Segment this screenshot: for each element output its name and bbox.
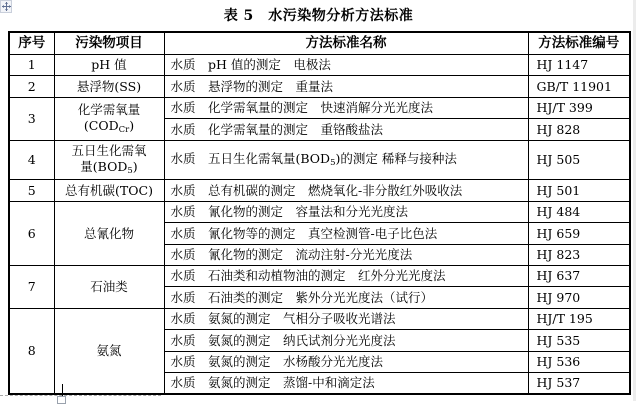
header-cell-method-code[interactable]	[528, 32, 630, 54]
text-cursor	[62, 384, 63, 396]
method-code: HJ 823	[536, 246, 581, 262]
table-row	[9, 76, 630, 97]
method-name: 水质 氨氮的测定 水杨酸分光光度法	[170, 353, 384, 369]
cell-no[interactable]	[9, 76, 54, 97]
method-code: HJ 537	[536, 375, 581, 391]
method-name: 水质 总有机碳的测定 燃烧氧化-非分散红外吸收法	[170, 182, 463, 198]
cell-method-name[interactable]	[164, 223, 528, 244]
cell-no[interactable]	[9, 140, 54, 180]
table-row	[9, 180, 630, 201]
method-name: 水质 氨氮的测定 纳氏试剂分光光度法	[170, 332, 396, 348]
cell-method-code[interactable]	[528, 265, 630, 286]
cell-method-code[interactable]	[528, 76, 630, 97]
table-row	[9, 265, 630, 286]
pollutant-name-part: (COD	[83, 117, 119, 133]
cell-method-name[interactable]	[164, 330, 528, 351]
cell-method-name[interactable]	[164, 201, 528, 222]
cell-pollutant[interactable]	[54, 265, 164, 308]
cell-method-code[interactable]	[528, 119, 630, 140]
cell-method-code[interactable]	[528, 201, 630, 222]
cell-method-code[interactable]	[528, 54, 630, 75]
method-code: HJ/T 399	[536, 100, 593, 116]
cell-no[interactable]	[9, 97, 54, 140]
method-code: HJ 501	[536, 182, 581, 198]
cell-pollutant[interactable]	[54, 180, 164, 201]
cell-method-name[interactable]	[164, 119, 528, 140]
row-number: 7	[27, 279, 36, 295]
table-row	[9, 201, 630, 222]
method-code: HJ 505	[536, 152, 581, 168]
pollutant-name-line2	[55, 159, 164, 177]
header-label: 序号	[18, 35, 46, 52]
row-number: 6	[27, 225, 36, 241]
method-name: 水质 石油类的测定 紫外分光光度法（试行）	[170, 289, 434, 305]
row-number: 1	[27, 57, 36, 73]
method-name: 水质 石油类和动植物油的测定 红外分光光度法	[170, 268, 446, 284]
method-name: 水质 氨氮的测定 气相分子吸收光谱法	[170, 311, 396, 327]
cell-pollutant[interactable]	[54, 76, 164, 97]
cell-method-name[interactable]	[164, 54, 528, 75]
cell-method-name[interactable]	[164, 140, 528, 180]
method-code: HJ 536	[536, 353, 581, 369]
method-name: 水质 氨氮的测定 蒸馏-中和滴定法	[170, 375, 375, 391]
method-name-part: )的测定 稀释与接种法	[335, 151, 457, 167]
method-name-part: 水质 五日生化需氧量(BOD	[170, 151, 331, 167]
cell-pollutant[interactable]	[54, 54, 164, 75]
cell-method-name[interactable]	[164, 372, 528, 394]
method-name-subscript: 5	[330, 158, 336, 169]
method-code: HJ 970	[536, 289, 581, 305]
pollutant-name-line1: 五日生化需氧	[71, 143, 147, 159]
pollutant-name-part: 量(BOD	[80, 158, 128, 174]
row-number: 4	[27, 152, 36, 168]
cell-method-name[interactable]	[164, 244, 528, 265]
cell-method-code[interactable]	[528, 244, 630, 265]
cell-no[interactable]	[9, 308, 54, 394]
method-name: 水质 氰化物的测定 流动注射-分光光度法	[170, 246, 413, 262]
method-code: HJ 1147	[536, 57, 589, 73]
method-name: 水质 化学需氧量的测定 重铬酸盐法	[170, 121, 384, 137]
header-cell-method-name[interactable]	[164, 32, 528, 54]
cell-method-code[interactable]	[528, 223, 630, 244]
pollutant-name-line1: 化学需氧量	[77, 102, 141, 118]
method-code: GB/T 11901	[536, 78, 612, 94]
pollutant-name-subscript: Cr	[118, 124, 130, 135]
cell-method-code[interactable]	[528, 140, 630, 180]
method-code: HJ 535	[536, 332, 581, 348]
cell-method-name[interactable]	[164, 265, 528, 286]
method-code: HJ 828	[536, 121, 581, 137]
cell-method-name[interactable]	[164, 287, 528, 308]
methods-table	[8, 31, 631, 395]
header-label: 污染物项目	[75, 35, 143, 52]
cell-pollutant[interactable]	[54, 201, 164, 265]
method-code: HJ 659	[536, 225, 581, 241]
row-number: 3	[27, 110, 36, 126]
cell-method-code[interactable]	[528, 372, 630, 394]
cell-method-name[interactable]	[164, 76, 528, 97]
row-number: 5	[27, 182, 36, 198]
cell-no[interactable]	[9, 180, 54, 201]
cell-pollutant[interactable]	[54, 140, 164, 180]
table-row	[9, 97, 630, 118]
method-name: 水质 氰化物的测定 容量法和分光光度法	[170, 204, 409, 220]
cell-pollutant[interactable]	[54, 97, 164, 140]
pollutant-name: 悬浮物(SS)	[76, 78, 142, 94]
pollutant-name-part: )	[129, 117, 135, 133]
header-cell-no[interactable]	[9, 32, 54, 54]
cell-no[interactable]	[9, 201, 54, 265]
pollutant-name-line2	[55, 118, 164, 136]
cell-method-name[interactable]	[164, 351, 528, 372]
cell-method-code[interactable]	[528, 180, 630, 201]
cell-no[interactable]	[9, 265, 54, 308]
method-code: HJ 484	[536, 204, 581, 220]
row-number: 2	[27, 78, 36, 94]
header-row	[9, 32, 630, 54]
pollutant-name: 石油类	[90, 279, 128, 295]
cell-method-code[interactable]	[528, 287, 630, 308]
method-code: HJ/T 195	[536, 311, 593, 327]
cell-method-name[interactable]	[164, 97, 528, 118]
table-row	[9, 308, 630, 329]
cell-no[interactable]	[9, 54, 54, 75]
pollutant-name-subscript: 5	[127, 165, 133, 176]
table-resize-handle[interactable]	[57, 396, 66, 404]
cell-pollutant[interactable]	[54, 308, 164, 394]
pollutant-name: 氨氮	[96, 343, 122, 359]
pollutant-name: 总有机碳(TOC)	[65, 182, 153, 198]
header-label: 方法标准名称	[305, 35, 387, 52]
method-name: 水质 悬浮物的测定 重量法	[170, 78, 334, 94]
header-cell-pollutant[interactable]	[54, 32, 164, 54]
pollutant-name-part: )	[132, 158, 138, 174]
pollutant-name: pH 值	[91, 57, 127, 73]
method-name: 水质 化学需氧量的测定 快速消解分光光度法	[170, 100, 434, 116]
cell-method-code[interactable]	[528, 308, 630, 329]
method-name: 水质 pH 值的测定 电极法	[170, 57, 331, 73]
method-name: 水质 氰化物等的测定 真空检测管-电子比色法	[170, 225, 438, 241]
cell-method-code[interactable]	[528, 330, 630, 351]
table-row	[9, 140, 630, 180]
pollutant-name: 总氰化物	[83, 225, 134, 241]
cell-method-code[interactable]	[528, 351, 630, 372]
cell-method-name[interactable]	[164, 180, 528, 201]
table-row	[9, 54, 630, 75]
table-title: 表 5 水污染物分析方法标准	[223, 8, 414, 24]
cell-method-name[interactable]	[164, 308, 528, 329]
row-number: 8	[27, 343, 36, 359]
method-code: HJ 637	[536, 268, 581, 284]
header-label: 方法标准编号	[538, 35, 620, 52]
text-boundary-dashed-line	[0, 395, 161, 396]
cell-method-code[interactable]	[528, 97, 630, 118]
